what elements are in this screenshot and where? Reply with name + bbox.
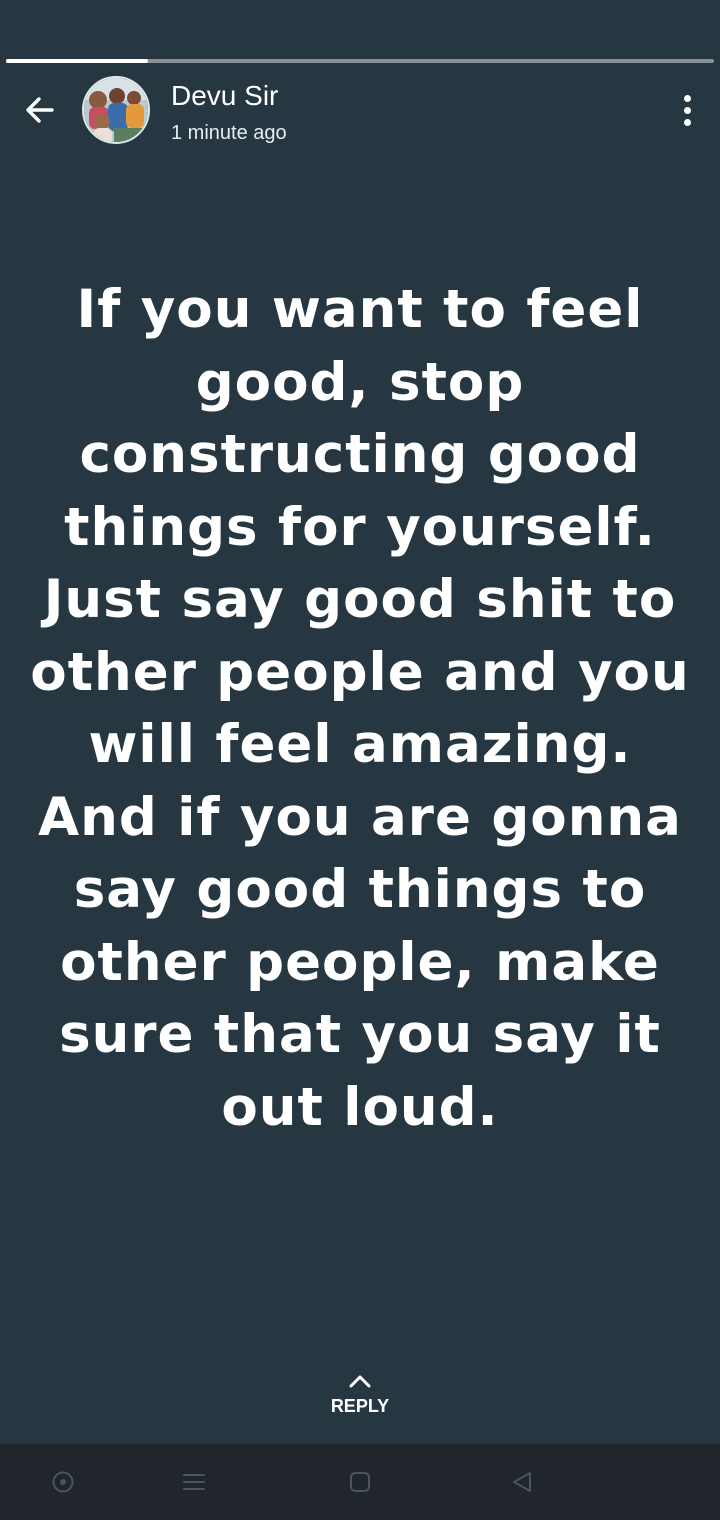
reply-label: REPLY (330, 1396, 390, 1416)
more-vertical-icon-dot (684, 107, 691, 114)
avatar[interactable] (82, 76, 150, 144)
avatar-photo (84, 78, 148, 142)
system-back-button[interactable] (504, 1464, 540, 1500)
status-text: If you want to feel good, stop constructing good things for yourself. Just say good shit to other people and you will feel amazing. And if you are gonna say good things to other people, make sure that you say it out loud. (30, 279, 690, 1138)
back-triangle-icon (510, 1470, 534, 1494)
chevron-up-icon (347, 1372, 373, 1390)
recents-menu-icon (182, 1470, 206, 1494)
home-button[interactable] (342, 1464, 378, 1500)
assistant-button[interactable] (45, 1464, 81, 1500)
system-navigation-bar (0, 1444, 720, 1520)
assistant-circle-icon (51, 1470, 75, 1494)
contact-name[interactable]: Devu Sir (171, 80, 279, 111)
story-progress-track (6, 59, 714, 63)
more-options-button[interactable] (672, 90, 702, 130)
status-header (0, 70, 720, 150)
more-vertical-icon (684, 95, 691, 102)
story-progress-fill (6, 59, 148, 63)
back-button[interactable] (18, 88, 62, 132)
home-square-icon (348, 1470, 372, 1494)
more-vertical-icon-dot (684, 119, 691, 126)
arrow-left-icon (22, 92, 58, 128)
reply-button[interactable] (0, 1372, 720, 1430)
recents-button[interactable] (176, 1464, 212, 1500)
posted-time: 1 minute ago (171, 122, 287, 144)
